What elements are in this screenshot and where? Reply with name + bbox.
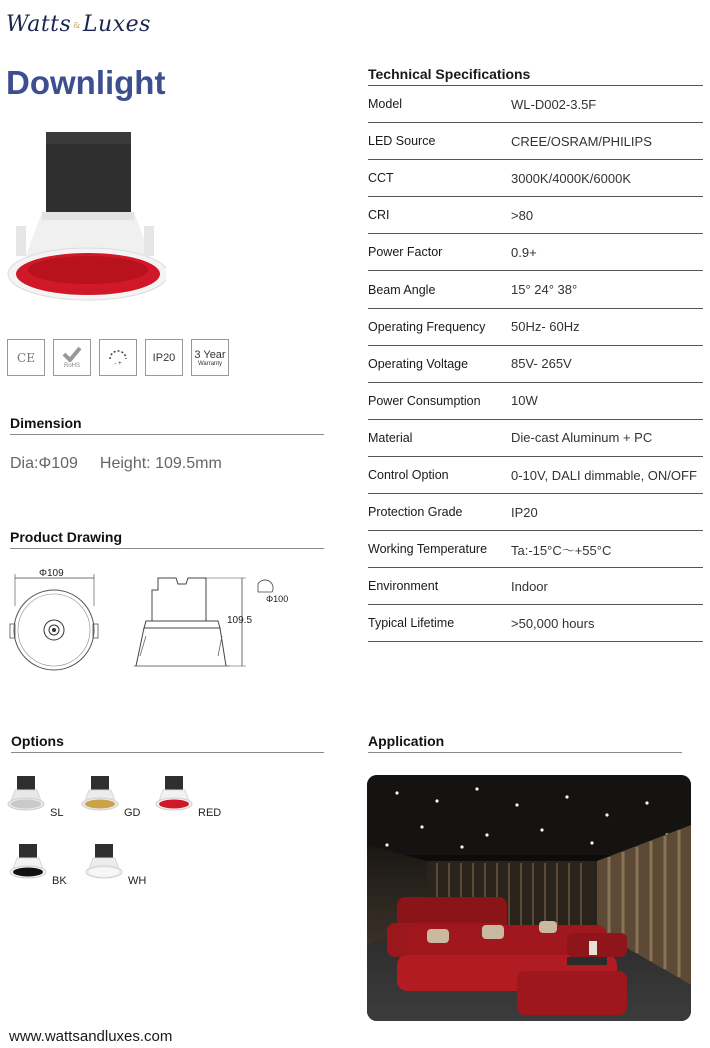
spec-value: Indoor: [511, 578, 548, 594]
spec-row: [368, 272, 703, 309]
logo-left: Watts: [6, 12, 72, 37]
certification-badges: [7, 339, 229, 376]
front-diameter-label: Φ109: [39, 568, 64, 579]
spec-row: [368, 494, 703, 531]
option-red: [156, 776, 221, 819]
spec-key: LED Source: [368, 134, 436, 149]
downlight-product-image: [6, 124, 166, 309]
application-home-theater-photo: [367, 775, 691, 1021]
spec-key: Control Option: [368, 468, 449, 482]
spec-row: [368, 160, 703, 197]
option-gd: [82, 776, 141, 819]
spec-value: Die-cast Aluminum + PC: [511, 430, 653, 446]
option-label: SL: [50, 807, 64, 819]
spec-value: 50Hz- 60Hz: [511, 319, 580, 335]
spec-value: WL-D002-3.5F: [511, 96, 597, 112]
logo-right: Luxes: [82, 12, 151, 37]
spec-key: Model: [368, 97, 403, 111]
spec-key: Environment: [368, 579, 439, 594]
brand-logo: [6, 12, 151, 37]
option-label: BK: [52, 875, 67, 887]
spec-key: Beam Angle: [368, 282, 436, 297]
spec-value: >50,000 hours: [511, 615, 595, 631]
warranty-badge: 3 Year Warranty: [191, 339, 229, 376]
cutout-symbol: [258, 580, 288, 604]
spec-key: Material: [368, 430, 413, 445]
spec-row: [368, 346, 703, 383]
option-wh: [86, 844, 146, 887]
spec-row: [368, 531, 703, 568]
spec-key: Working Temperature: [368, 542, 488, 557]
side-height-label: 109.5: [227, 615, 253, 626]
option-label: RED: [198, 807, 222, 819]
color-options: [4, 770, 254, 900]
spec-key: Typical Lifetime: [368, 616, 455, 631]
dimmable-icon: - +: [99, 339, 137, 376]
spec-key: CRI: [368, 208, 390, 223]
spec-row: [368, 457, 703, 494]
logo-amp: &: [73, 20, 81, 30]
spec-value: 85V- 265V: [511, 356, 572, 372]
rohs-check-icon: RoHS: [53, 339, 91, 376]
product-title: Downlight: [6, 64, 166, 101]
spec-value: 0-10V, DALI dimmable, ON/OFF: [511, 467, 697, 483]
spec-row: [368, 420, 703, 457]
spec-row: [368, 383, 703, 420]
spec-row: [368, 197, 703, 234]
spec-value: Ta:-15°C～+55°C: [511, 542, 612, 558]
product-technical-drawing: [6, 566, 326, 676]
spec-key: Protection Grade: [368, 505, 463, 520]
spec-key: Power Consumption: [368, 393, 481, 408]
spec-key: CCT: [368, 171, 394, 186]
option-label: WH: [128, 875, 147, 887]
spec-value: 10W: [511, 393, 538, 409]
cutout-label: Φ100: [266, 594, 289, 604]
spec-row: [368, 309, 703, 346]
spec-row: [368, 605, 703, 642]
spec-key: Operating Voltage: [368, 356, 469, 371]
dimension-heading: Dimension: [10, 415, 324, 435]
spec-value: 15° 24° 38°: [511, 282, 578, 297]
dimension-text: Dia:Φ109 Height: 109.5mm: [10, 455, 222, 472]
spec-row: [368, 568, 703, 605]
spec-row: [368, 123, 703, 160]
tech-specs-heading: Technical Specifications: [368, 66, 703, 86]
option-label: GD: [124, 807, 141, 819]
spec-value: IP20: [511, 504, 538, 520]
option-sl: [8, 776, 63, 819]
spec-row: [368, 86, 703, 123]
product-drawing-heading: Product Drawing: [10, 529, 324, 549]
spec-value: CREE/OSRAM/PHILIPS: [511, 133, 652, 149]
spec-value: >80: [511, 207, 534, 223]
front-view: [10, 568, 98, 670]
spec-key: Power Factor: [368, 245, 443, 260]
option-bk: [10, 844, 67, 887]
ce-mark-icon: CE: [7, 339, 45, 376]
spec-key: Operating Frequency: [368, 319, 486, 334]
side-view: [134, 578, 252, 666]
spec-value: 0.9+: [511, 244, 537, 260]
spec-row: [368, 234, 703, 271]
footer-website-url[interactable]: www.wattsandluxes.com: [9, 1028, 173, 1045]
options-heading: Options: [11, 733, 324, 753]
ip-rating-badge: IP20: [145, 339, 183, 376]
spec-value: 3000K/4000K/6000K: [511, 170, 631, 186]
application-heading: Application: [368, 733, 682, 753]
